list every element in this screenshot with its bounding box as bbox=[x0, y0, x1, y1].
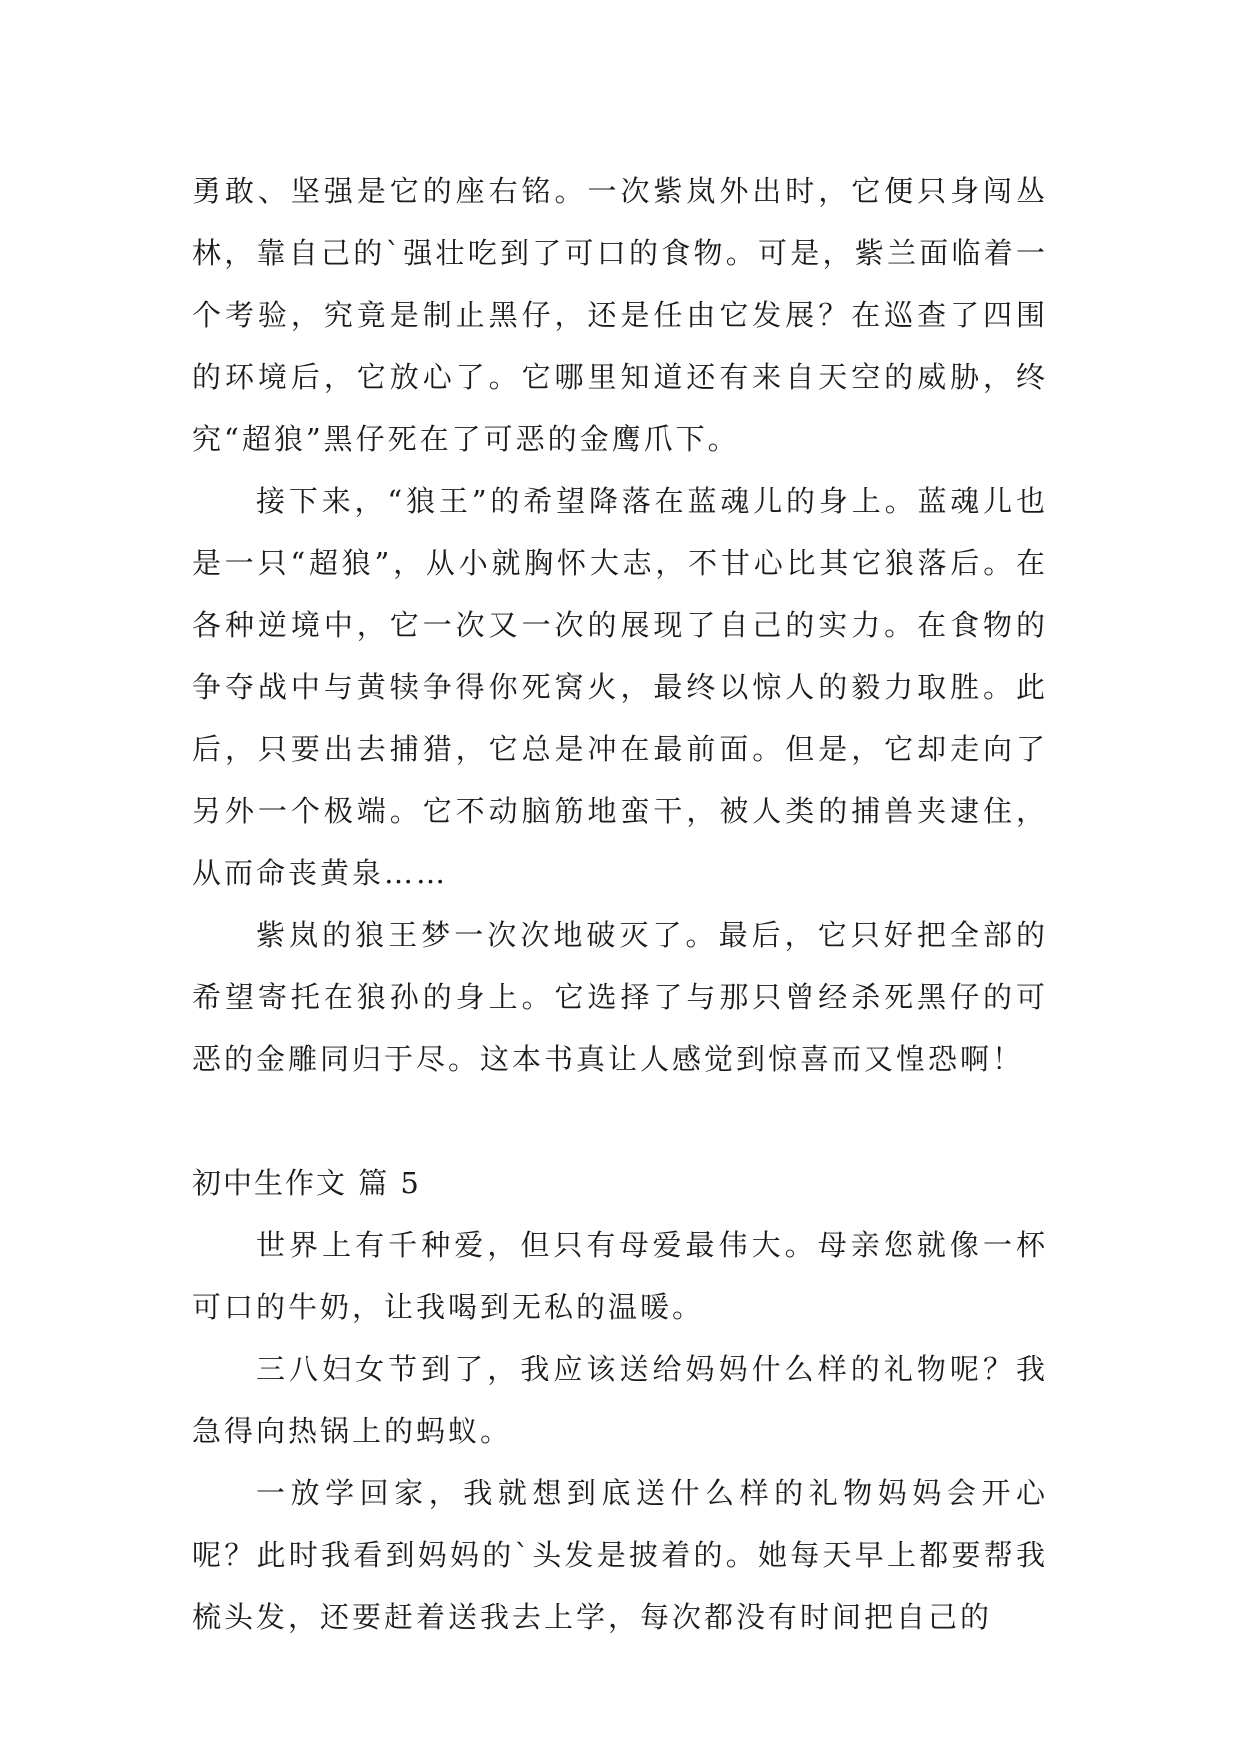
paragraph: 接下来，“狼王”的希望降落在蓝魂儿的身上。蓝魂儿也是一只“超狼”，从小就胸怀大志，不甘心比其它狼落后。在各种逆境中，它一次又一次的展现了自己的实力。在食物的争夺战中与黄犊争得你死窝火，最终以惊人的毅力取胜。此后，只要出去捕猎，它总是冲在最前面。但是，它却走向了另外一个极端。它不动脑筋地蛮干，被人类的捕兽夹逮住，从而命丧黄泉…… bbox=[192, 484, 1048, 890]
paragraph: 三八妇女节到了，我应该送给妈妈什么样的礼物呢？我急得向热锅上的蚂蚁。 bbox=[192, 1352, 1048, 1448]
paragraph: 紫岚的狼王梦一次次地破灭了。最后，它只好把全部的希望寄托在狼孙的身上。它选择了与那只曾经杀死黑仔的可恶的金雕同归于尽。这本书真让人感觉到惊喜而又惶恐啊！ bbox=[192, 918, 1048, 1076]
paragraph: 一放学回家，我就想到底送什么样的礼物妈妈会开心呢？此时我看到妈妈的`头发是披着的。她每天早上都要帮我梳头发，还要赶着送我去上学，每次都没有时间把自己的 bbox=[192, 1476, 1048, 1634]
section-title: 初中生作文 篇 5 bbox=[192, 1166, 421, 1200]
section-spacer bbox=[192, 1090, 1048, 1152]
paragraph: 勇敢、坚强是它的座右铭。一次紫岚外出时，它便只身闯丛林，靠自己的`强壮吃到了可口的食物。可是，紫兰面临着一个考验，究竟是制止黑仔，还是任由它发展？在巡查了四围的环境后，它放心了。它哪里知道还有来自天空的威胁，终究“超狼”黑仔死在了可恶的金鹰爪下。 bbox=[192, 174, 1048, 456]
paragraph: 世界上有千种爱，但只有母爱最伟大。母亲您就像一杯可口的牛奶，让我喝到无私的温暖。 bbox=[192, 1228, 1048, 1324]
document-body bbox=[192, 160, 1048, 1648]
